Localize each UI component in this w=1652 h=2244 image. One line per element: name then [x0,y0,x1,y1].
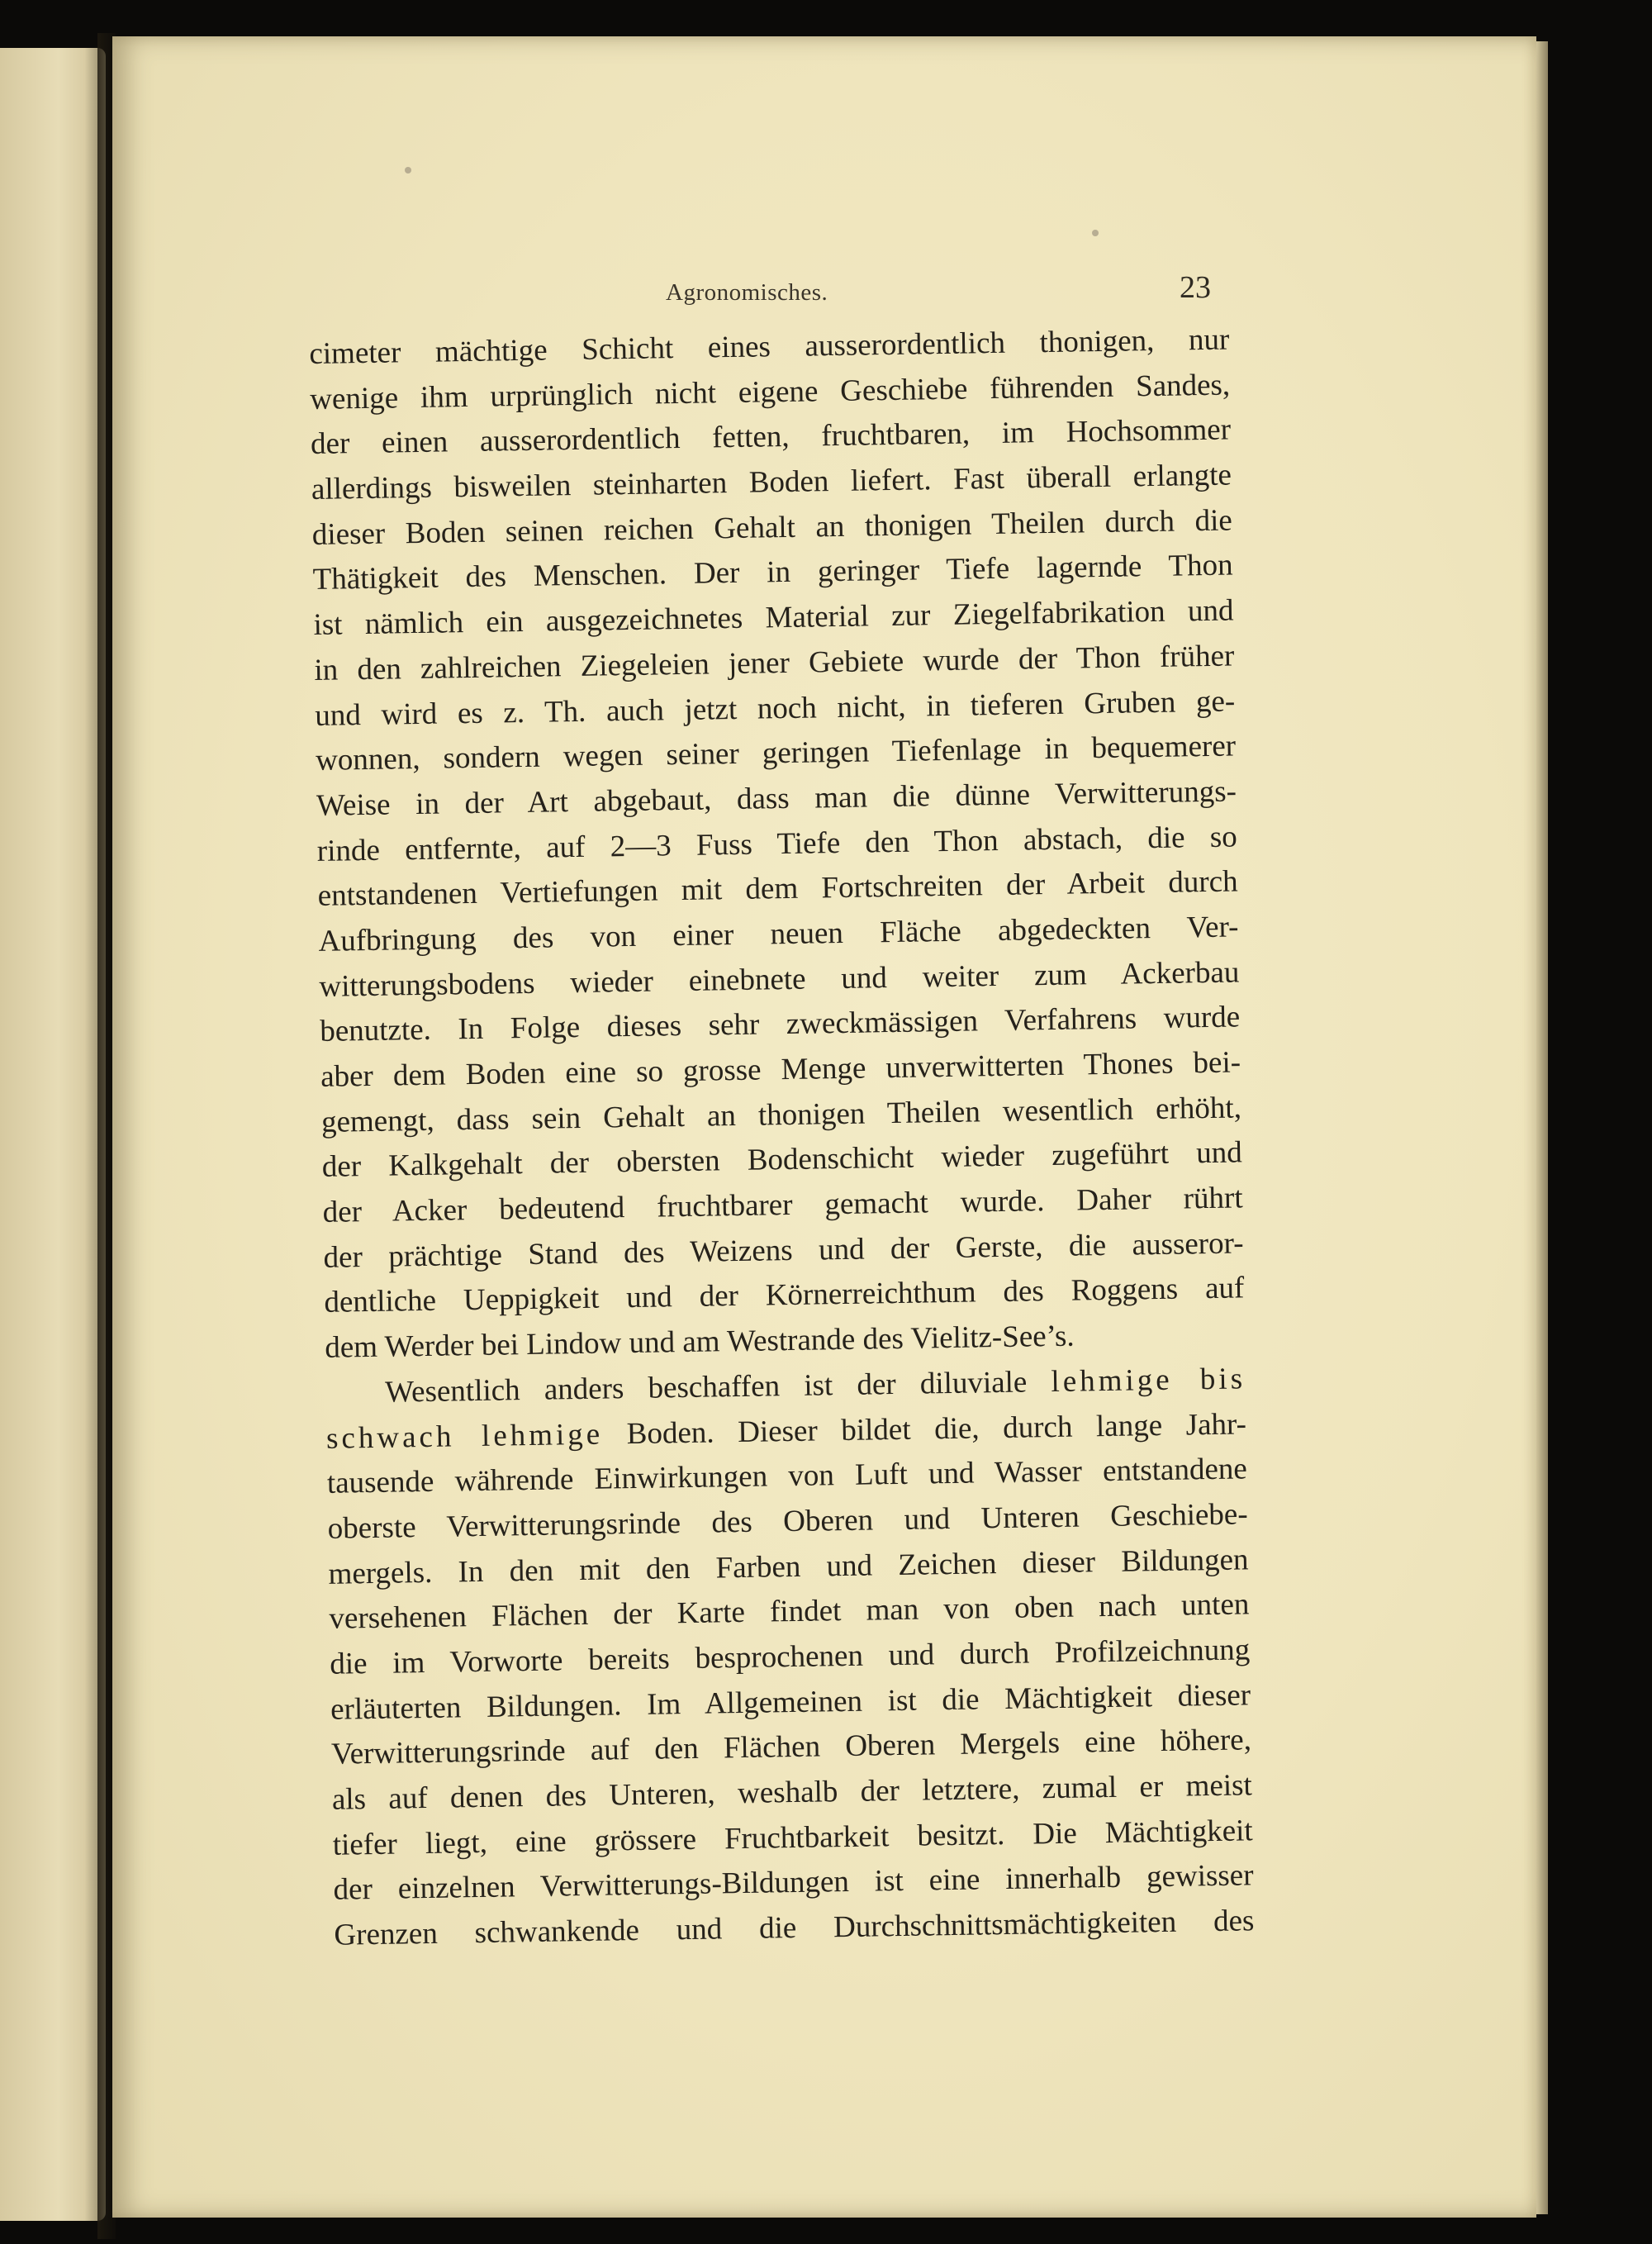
text-line: erläuterten Bildungen. Im Allgemeinen ist die Mächtigkeit dieser [330,1677,1251,1727]
facing-page-edge [0,48,106,2221]
text-line: die im Vorworte bereits besprochenen und durch Profilzeichnung [330,1633,1251,1681]
text-line: der Acker bedeutend fruchtbarer gemacht wurde. Daher rührt [322,1181,1243,1229]
text-line: Aufbringung des von einer neuen Fläche abgedeckten Ver- [318,910,1239,958]
text-line: tausende währende Einwirkungen von Luft und Wasser entstandene [326,1452,1248,1501]
text-line: versehenen Flächen der Karte findet man von oben nach unten [329,1587,1250,1637]
text-line: aber dem Boden eine so grosse Menge unverwitterten Thones bei- [320,1045,1241,1094]
spaced-emphasis: lehmige bis [1051,1362,1246,1399]
text-line: mergels. In den mit den Farben und Zeichen dieser Bildungen [328,1542,1249,1591]
text-line: als auf denen des Unteren, weshalb der letztere, zumal er meist [331,1768,1253,1817]
text-line: tiefer liegt, eine grössere Fruchtbarkeit besitzt. Die Mächtigkeit [332,1813,1253,1862]
text-line: Weise in der Art abgebaut, dass man die dünne Verwitterungs- [316,774,1237,823]
text-segment: Wesentlich anders beschaffen ist der diluviale [384,1365,1028,1410]
text-line: witterungsbodens wieder einebnete und weiter zum Ackerbau [319,955,1240,1004]
running-head: Agronomisches. [666,279,828,306]
text-line: dem Werder bei Lindow und am Westrande des Vielitz-See’s. [324,1319,1075,1365]
body-text [309,318,1255,1959]
text-line: oberste Verwitterungsrinde des Oberen und Unteren Geschiebe- [327,1497,1248,1546]
text-line: entstandenen Vertiefungen mit dem Fortschreiten der Arbeit durch [317,864,1238,914]
text-line: Verwitterungsrinde auf den Flächen Oberen Mergels eine höhere, [330,1723,1252,1772]
text-line: benutzte. In Folge dieses sehr zweckmässigen Verfahrens wurde [319,1000,1241,1049]
text-line: dentliche Ueppigkeit und der Körnerreichthum des Roggens auf [324,1271,1245,1320]
text-line: dieser Boden seinen reichen Gehalt an thonigen Theilen durch die [311,503,1233,552]
text-line: der prächtige Stand des Weizens und der Gerste, die ausseror- [323,1226,1244,1275]
text-line: cimeter mächtige Schicht eines ausserordentlich thonigen, nur [309,322,1230,371]
text-line: ist nämlich ein ausgezeichnetes Material zur Ziegelfabrikation und [313,593,1234,643]
text-line: der einzelnen Verwitterungs-Bildungen ist eine innerhalb gewisser [333,1858,1254,1908]
text-line: rinde entfernte, auf 2—3 Fuss Tiefe den Thon abstach, die so [316,819,1238,868]
text-line: in den zahlreichen Ziegeleien jener Gebiete wurde der Thon früher [314,639,1235,687]
page-right-edge [1536,41,1548,2214]
spaced-emphasis: schwach lehmige [325,1417,604,1456]
page-number: 23 [1180,270,1211,305]
paper-speck [405,167,411,174]
text-line: Thätigkeit des Menschen. Der in geringer Tiefe lagernde Thon [312,548,1233,597]
text-line: und wird es z. Th. auch jetzt noch nicht, in tieferen Gruben ge- [314,683,1236,733]
text-line: allerdings bisweilen steinharten Boden liefert. Fast überall erlangte [311,458,1232,507]
text-line: der einen ausserordentlich fetten, fruchtbaren, im Hochsommer [310,412,1232,462]
text-line: wenige ihm urprünglich nicht eigene Geschiebe führenden Sandes, [309,368,1231,416]
text-segment: Boden. Dieser bildet die, durch lange Jahr- [626,1406,1247,1451]
text-line: Grenzen schwankende und die Durchschnittsmächtigkeiten des [334,1904,1255,1952]
paper-speck [1092,230,1099,236]
text-line: wonnen, sondern wegen seiner geringen Tiefenlage in bequemerer [315,729,1237,778]
text-line: gemengt, dass sein Gehalt an thonigen Theilen wesentlich erhöht, [320,1091,1242,1139]
text-line: der Kalkgehalt der obersten Bodenschicht wieder zugeführt und [321,1135,1243,1185]
